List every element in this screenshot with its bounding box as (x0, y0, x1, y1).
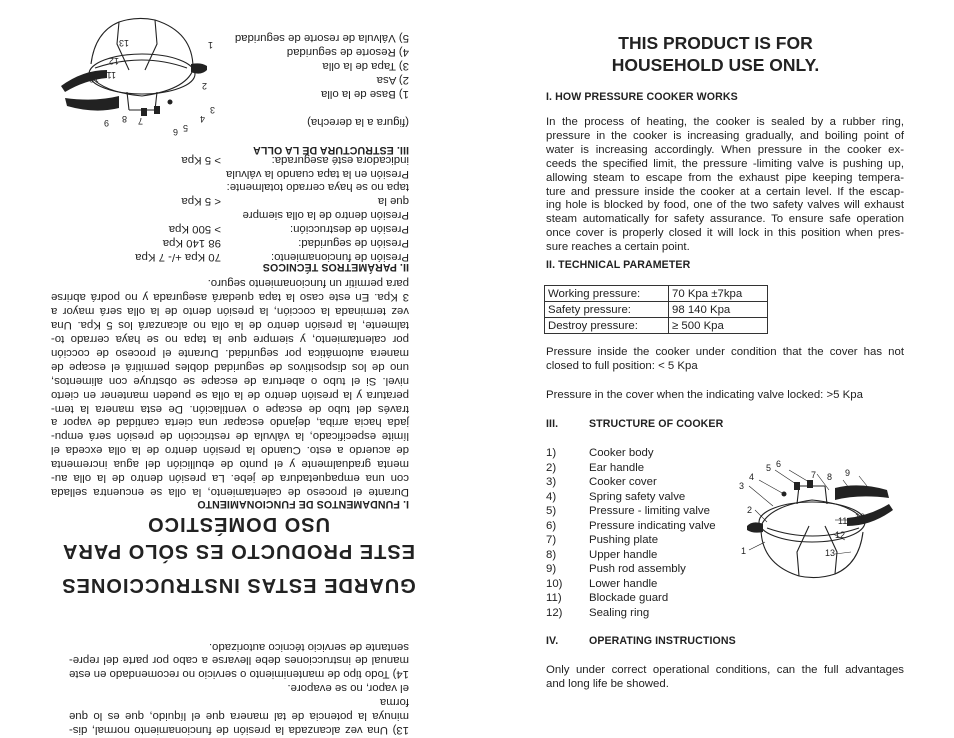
list-item: 3) Tapa de la olla (322, 60, 409, 73)
param-value: 98 140 Kpa (669, 302, 768, 318)
diagram-label: 6 (172, 127, 178, 137)
param-label: Safety pressure: (545, 302, 669, 318)
body-line: Only under correct operational conditions, can the full advantages (546, 664, 904, 676)
diagram-label: 6 (776, 459, 782, 469)
section-number: III. (546, 418, 559, 430)
body-line: allowing steam to escape from the exhaust pipe keeping tempera- (546, 171, 904, 184)
body-line: In the process of heating, the cooker is sealed by a rubber ring, (546, 116, 904, 128)
body-line: ture and pressure inside the cooker at a certain level. If the escap- (546, 185, 904, 198)
note-line: Pressure inside the cooker under condition that the cover has not (546, 346, 904, 358)
section-3-heading: III. ESTRUCTURA DE LA OLLA (252, 144, 409, 156)
part-number: 11) (546, 592, 562, 604)
body-line: 3 Kpa. En este caso la tapa quedará asegurada y no podrá abrirse (51, 291, 409, 304)
diagram-label: 3 (209, 105, 215, 115)
param-row (51, 180, 409, 222)
body-line: con una empaquetadura de jebe. La presión dentro de la olla au- (51, 472, 409, 485)
pressure-cooker-illustration (55, 10, 215, 140)
pressure-note-2: Pressure in the cover when the indicating valve locked: >5 Kpa (546, 389, 863, 401)
body-line: jada hacia arriba, dejando escapar una cierta cantidad de vapor a (51, 416, 409, 429)
note-line: Presión dentro de la olla siempre que la (242, 195, 409, 222)
part-name: Pushing plate (589, 534, 659, 546)
body-line: vez terminada la cocción, la presión dento de la olla será mayor a (51, 305, 409, 318)
part-number: 7) (546, 534, 557, 546)
part-name: Cooker cover (589, 476, 657, 488)
list-item (546, 446, 716, 461)
param-label: Working pressure: (545, 286, 669, 302)
body-line: manera automática por seguridad. Durante el proceso de cocción (51, 346, 409, 359)
title-line-2: USO DOMÉSTICO (147, 513, 331, 535)
diagram-label: 2 (201, 81, 207, 91)
list-item (546, 490, 716, 505)
body-line: steam automatically for safety assurance. To ensure safe operation (546, 213, 904, 226)
param-label: Presión de funcionamiento: (270, 251, 409, 263)
body-line: 13) Una vez alcanzada la presión de funcionamiento normal, dis- (69, 724, 409, 736)
diagram-label: 13 (825, 548, 836, 558)
diagram-label: 11 (106, 70, 116, 80)
part-number: 3) (546, 476, 557, 488)
list-item: 1) Base de la olla (320, 88, 409, 100)
english-title (477, 32, 954, 76)
upper-handle-shape (835, 485, 889, 500)
section-4-heading (546, 635, 736, 647)
diagram-label: 13 (118, 38, 129, 48)
section-1-heading: I. HOW PRESSURE COOKER WORKS (546, 91, 738, 103)
body-line: once cover is properly closed it will lock in this position when pres- (546, 227, 904, 240)
pressure-cooker-illustration (739, 456, 899, 586)
list-item (546, 461, 716, 476)
diagram-label: 1 (207, 40, 213, 50)
part-name: Spring safety valve (589, 490, 686, 503)
body-line: de acuerdo a esto. Cuando la presión dentro de la olla exceda el (51, 444, 409, 457)
body-line: sentante de servicio técnico autorizado. (208, 640, 409, 653)
pressure-note-1 (546, 346, 904, 374)
param-row (51, 235, 409, 249)
part-name: Pressure indicating valve (589, 519, 716, 532)
note-line: closed to full position: < 5 Kpa (546, 359, 698, 372)
param-value: 70 Kpa ±7kpa (669, 286, 768, 302)
diagram-label: 8 (121, 114, 127, 124)
cooker-diagram-es (55, 10, 215, 140)
note-line: indicadora esté asegurada: (271, 153, 409, 166)
section-title: STRUCTURE OF COOKER (589, 418, 724, 430)
section-1-heading: I. FUNDAMENTOS DE FUNCIONAMIENTO (197, 498, 409, 510)
list-item: 4) Resorte de seguridad (286, 46, 409, 59)
body-line: Durante el proceso de calentamiento, la olla se encuentra sellada (51, 486, 409, 498)
body-line: el vapor, no se evapore. (287, 682, 409, 695)
param-value: 70 Kpa +/- 7 Kpa (135, 251, 221, 263)
body-line: and long life be showed. (546, 677, 669, 690)
technical-parameter-table (544, 285, 768, 334)
items-13-14 (69, 639, 409, 736)
part-number: 9) (546, 563, 557, 575)
part-name: Cooker body (589, 447, 654, 459)
list-item (546, 533, 716, 548)
english-page (477, 0, 954, 738)
body-line: peratura y la presión dentro de la olla se pueden mantener en cierto (51, 388, 409, 401)
diagram-label: 1 (741, 546, 747, 556)
part-number: 8) (546, 548, 557, 561)
part-number: 6) (546, 519, 557, 532)
parts-list (546, 446, 716, 620)
title-line-2: HOUSEHOLD USE ONLY. (611, 55, 820, 75)
list-item (546, 577, 716, 592)
param-value: ≥ 500 Kpa (669, 318, 768, 334)
body-line: ing hole is blocked by food, one of the two safety valves will exhaust (546, 199, 904, 212)
param-value: 98 140 Kpa (162, 237, 221, 250)
list-item: 2) Asa (376, 74, 409, 87)
part-name: Blockade guard (589, 592, 669, 604)
technical-parameters-es (51, 152, 409, 263)
section-1-body (546, 116, 904, 255)
table-row (545, 286, 768, 302)
body-line: water is increasing accordingly. When pressure in the cooker ex- (546, 143, 904, 156)
figure-note: (figura a la derecha) (307, 116, 409, 128)
body-line: 14) Todo tipo de mantenimiento o servicio no recomendado en este (69, 668, 409, 681)
body-line: menta gradualmente y el punto de ebullición del agua incrementa (51, 458, 409, 471)
diagram-label: 7 (811, 470, 817, 480)
body-line: límite especificado, la válvula de restricción de presión será empu- (51, 430, 409, 443)
diagram-label: 3 (739, 481, 745, 491)
body-line: través del tubo de escape o ventilación. De esta manera la tem- (51, 402, 409, 415)
part-number: 4) (546, 490, 557, 503)
body-line: por calentamiento, y siempre que la tapa no se haya cerrado to- (51, 333, 409, 346)
list-item (546, 562, 716, 577)
diagram-label: 12 (108, 56, 119, 66)
table-row (545, 302, 768, 318)
body-line: pressure in the cooker is increasing gradually, and boiling point of (546, 129, 904, 142)
diagram-label: 2 (747, 505, 753, 515)
param-label: Presión de seguridad: (298, 237, 409, 250)
diagram-label: 5 (182, 123, 188, 133)
cooker-diagram (739, 456, 899, 586)
body-line: minuya la potencia de tal manera que el líquido, que es lo que forma (69, 696, 409, 723)
param-label: Presión de destrucción: (289, 223, 409, 236)
diagram-label: 11 (838, 516, 848, 526)
part-number: 12) (546, 606, 563, 619)
part-name: Lower handle (589, 577, 658, 590)
body-line: para permitir un funcionamiento seguro. (207, 277, 409, 290)
part-name: Upper handle (589, 548, 658, 561)
diagram-label: 12 (835, 530, 846, 540)
parts-list-es (235, 30, 409, 100)
diagram-label: 5 (766, 463, 772, 473)
part-number: 1) (546, 447, 557, 459)
section-title: OPERATING INSTRUCTIONS (589, 635, 736, 647)
table-row (545, 318, 768, 334)
title-line-1: THIS PRODUCT IS FOR (618, 33, 813, 53)
ear-handle-shape (747, 522, 763, 532)
list-item (546, 475, 716, 490)
diagram-label: 10 (88, 74, 99, 84)
list-item (546, 606, 716, 621)
diagram-label: 4 (749, 472, 755, 482)
body-line: uno de los dispositivos de seguridad dobles permitirá el escape de (51, 360, 409, 373)
body-line: talmente, la presión dentro de la olla no alcanzará los 5 Kpa. Una (51, 319, 409, 332)
list-item (546, 548, 716, 563)
param-value: > 500 Kpa (168, 223, 221, 236)
diagram-label: 10 (855, 512, 866, 522)
keep-instructions-title: GUARDE ESTAS INSTRUCCIONES (61, 574, 416, 596)
part-number: 10) (546, 577, 563, 590)
section-2-heading: II. PARÁMETROS TÉCNICOS (262, 261, 409, 273)
list-item (546, 591, 716, 606)
section-2-heading: II. TECHNICAL PARAMETER (546, 259, 691, 271)
section-3-heading (546, 418, 723, 430)
section-4-body (546, 664, 904, 692)
param-row (51, 221, 409, 235)
param-label: Destroy pressure: (545, 318, 669, 334)
part-name: Sealing ring (589, 606, 650, 619)
param-row (51, 249, 409, 263)
body-line: sure reaches a certain point. (546, 241, 690, 254)
section-1-body (51, 276, 409, 499)
body-line: ceeds the specified limit, the pressure -limiting valve is pushing up, (546, 157, 904, 170)
list-item (546, 504, 716, 519)
note-line: Presión en la tapa cuando la válvula (225, 167, 409, 180)
title-line-1: ESTE PRODUCTO ES SÓLO PARA (61, 540, 416, 562)
list-item (546, 519, 716, 534)
diagram-label: 9 (103, 118, 109, 128)
param-value: < 5 Kpa (181, 195, 221, 208)
note-line: tapa no se haya cerrado totalmente: (226, 181, 409, 194)
diagram-label: 9 (845, 468, 851, 478)
part-name: Push rod assembly (589, 563, 686, 575)
param-value: > 5 Kpa (181, 153, 221, 166)
part-name: Ear handle (589, 461, 645, 474)
diagram-label: 7 (137, 116, 143, 126)
diagram-label: 8 (827, 472, 833, 482)
list-item: 5) Válvula de resorte de seguridad (234, 32, 409, 45)
part-name: Pressure - limiting valve (589, 505, 710, 517)
section-number: IV. (546, 635, 559, 647)
body-line: manual de instrucciones debe llevarse a cabo por parte del repre- (69, 654, 409, 667)
part-number: 2) (546, 461, 557, 474)
household-title-es (0, 510, 477, 564)
part-number: 5) (546, 505, 557, 517)
diagram-label: 4 (199, 114, 205, 124)
body-line: nivel. Si el tubo o abertura de escape se obstruye con alimentos, (51, 374, 409, 387)
